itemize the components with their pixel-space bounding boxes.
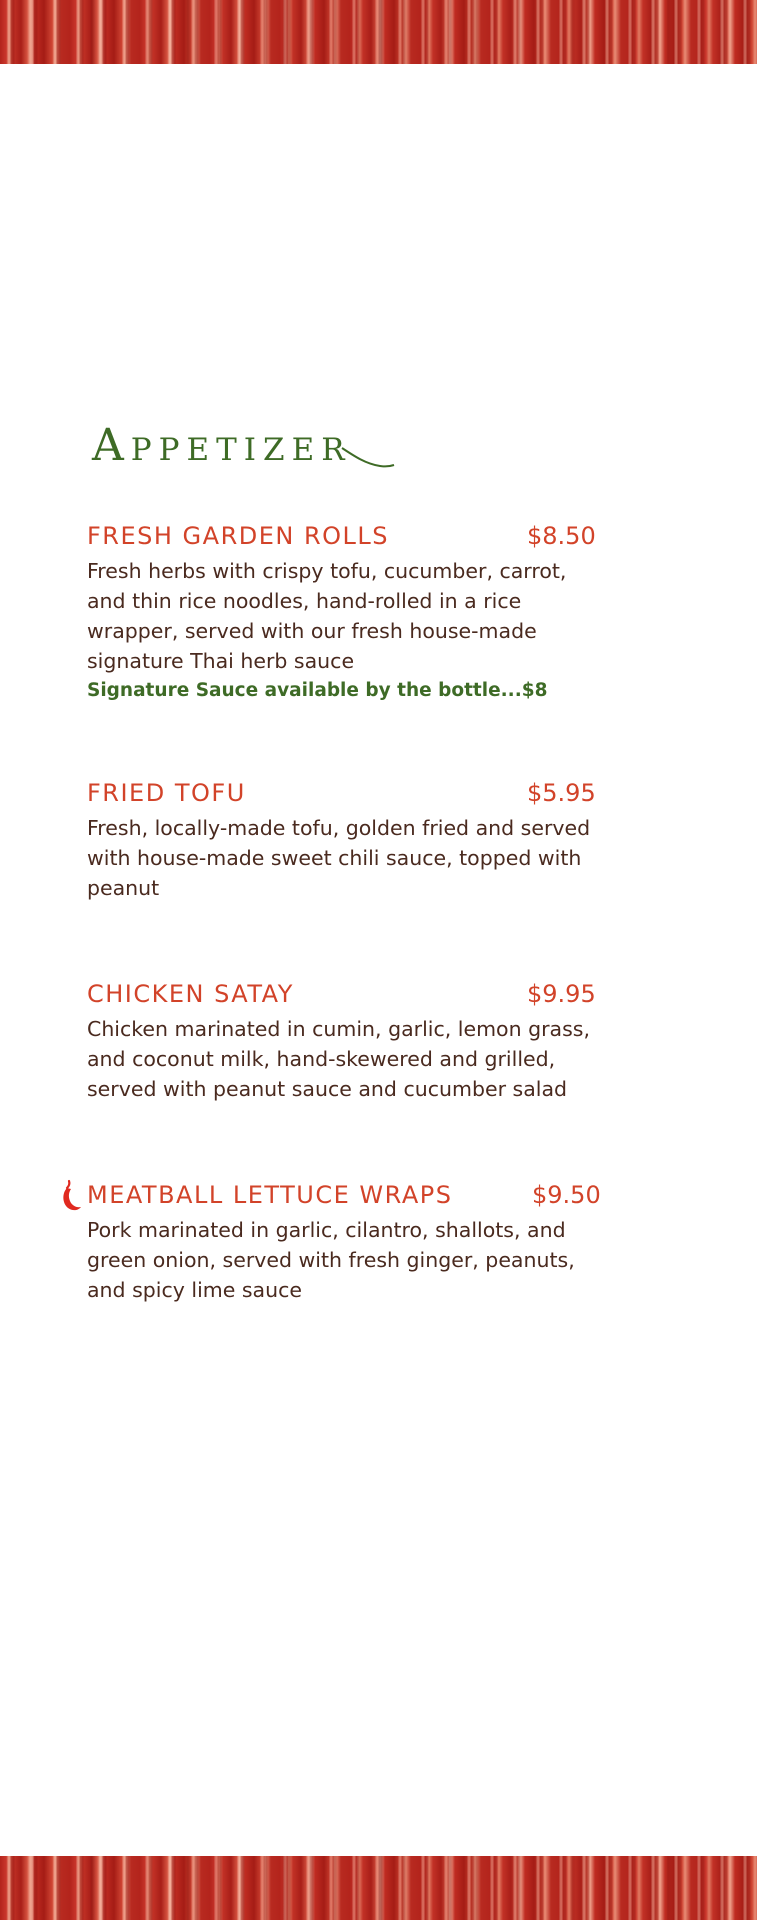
menu-item-chicken-satay — [87, 980, 597, 1104]
item-price: $8.50 — [527, 522, 596, 550]
menu-item-meatball-lettuce-wraps — [87, 1181, 601, 1305]
item-description: Fresh, locally-made tofu, golden fried and served with house-made sweet chili sauce, topped with peanut — [87, 816, 591, 900]
item-name: FRIED TOFU — [87, 779, 246, 807]
item-price: $9.95 — [527, 980, 596, 1008]
item-name: MEATBALL LETTUCE WRAPS — [87, 1181, 453, 1209]
chili-pepper-icon — [61, 1179, 83, 1213]
top-decorative-banner — [0, 0, 757, 64]
item-description: Pork marinated in garlic, cilantro, shallots, and green onion, served with fresh ginger, peanuts, and spicy lime sauce — [87, 1218, 575, 1302]
item-description: Chicken marinated in cumin, garlic, lemon grass, and coconut milk, hand-skewered and grilled, served with peanut sauce and cucumber salad — [87, 1017, 590, 1101]
bottom-decorative-banner — [0, 1856, 757, 1920]
menu-item-fried-tofu — [87, 779, 597, 903]
item-price: $9.50 — [532, 1181, 601, 1209]
menu-item-fresh-garden-rolls — [87, 522, 597, 704]
item-name: CHICKEN SATAY — [87, 980, 294, 1008]
item-price: $5.95 — [527, 779, 596, 807]
item-description: Fresh herbs with crispy tofu, cucumber, carrot, and thin rice noodles, hand-rolled in a rice wrapper, served with our fresh house-made signature Thai herb sauce — [87, 559, 567, 673]
item-note: Signature Sauce available by the bottle...$8 — [87, 680, 548, 701]
section-title: Appetizer — [92, 420, 352, 471]
item-name: FRESH GARDEN ROLLS — [87, 522, 390, 550]
title-flourish-icon — [340, 446, 396, 472]
